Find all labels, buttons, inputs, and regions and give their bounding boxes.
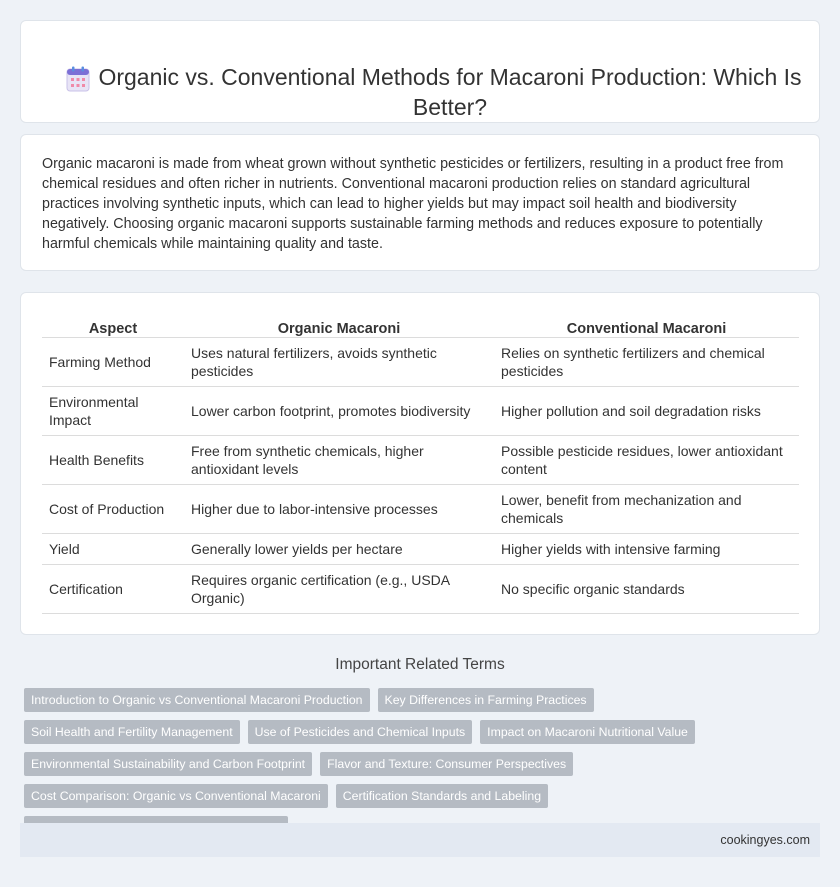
related-term-tag[interactable]: Flavor and Texture: Consumer Perspectives xyxy=(320,752,573,776)
table-row xyxy=(42,484,799,533)
related-term-tag[interactable]: Impact on Macaroni Nutritional Value xyxy=(480,720,695,744)
title-card xyxy=(20,20,820,123)
comparison-table xyxy=(42,315,799,614)
cell-organic: Lower carbon footprint, promotes biodiversity xyxy=(184,386,494,435)
related-term-tag[interactable]: Environmental Sustainability and Carbon Footprint xyxy=(24,752,312,776)
cell-conventional: Possible pesticide residues, lower antioxidant content xyxy=(494,435,799,484)
header-conventional: Conventional Macaroni xyxy=(494,315,799,337)
related-term-tag[interactable]: Soil Health and Fertility Management xyxy=(24,720,240,744)
cell-aspect: Health Benefits xyxy=(42,435,184,484)
related-term-tag[interactable]: Use of Pesticides and Chemical Inputs xyxy=(248,720,473,744)
calendar-icon xyxy=(66,66,90,92)
cell-conventional: No specific organic standards xyxy=(494,564,799,613)
cell-aspect: Farming Method xyxy=(42,337,184,386)
related-term-tag[interactable]: Cost Comparison: Organic vs Conventional Macaroni xyxy=(24,784,328,808)
cell-organic: Uses natural fertilizers, avoids synthetic pesticides xyxy=(184,337,494,386)
cell-aspect: Cost of Production xyxy=(42,484,184,533)
cell-organic: Free from synthetic chemicals, higher antioxidant levels xyxy=(184,435,494,484)
related-terms-heading: Important Related Terms xyxy=(335,656,505,673)
related-term-tag[interactable]: Certification Standards and Labeling xyxy=(336,784,548,808)
table-row xyxy=(42,533,799,564)
cell-aspect: Environmental Impact xyxy=(42,386,184,435)
cell-conventional: Relies on synthetic fertilizers and chemical pesticides xyxy=(494,337,799,386)
table-row xyxy=(42,337,799,386)
table-row xyxy=(42,386,799,435)
comparison-table-card xyxy=(20,292,820,635)
page-title: Organic vs. Conventional Methods for Macaroni Production: Which Is Better? xyxy=(98,64,802,120)
footer xyxy=(20,823,820,857)
cell-organic: Requires organic certification (e.g., USDA Organic) xyxy=(184,564,494,613)
cell-organic: Generally lower yields per hectare xyxy=(184,533,494,564)
related-term-tag[interactable]: Introduction to Organic vs Conventional Macaroni Production xyxy=(24,688,370,712)
related-terms-list xyxy=(24,688,804,840)
cell-conventional: Lower, benefit from mechanization and chemicals xyxy=(494,484,799,533)
intro-card xyxy=(20,134,820,271)
cell-aspect: Certification xyxy=(42,564,184,613)
related-term-tag[interactable]: Key Differences in Farming Practices xyxy=(378,688,594,712)
cell-conventional: Higher yields with intensive farming xyxy=(494,533,799,564)
intro-paragraph: Organic macaroni is made from wheat grown without synthetic pesticides or fertilizers, resulting in a product free from chemical residues and often richer in nutrients. Conventional macaroni production relies on standard agricultural practices involving synthetic inputs, which can lead to higher yields but may impact soil health and biodiversity negatively. Choosing organic macaroni supports sustainable farming methods and reduces exposure to potentially harmful chemicals while maintaining quality and taste. xyxy=(42,156,784,252)
header-organic: Organic Macaroni xyxy=(184,315,494,337)
table-row xyxy=(42,435,799,484)
cell-conventional: Higher pollution and soil degradation risks xyxy=(494,386,799,435)
footer-site-name[interactable]: cookingyes.com xyxy=(720,833,810,847)
table-header-row xyxy=(42,315,799,337)
table-row xyxy=(42,564,799,613)
cell-aspect: Yield xyxy=(42,533,184,564)
cell-organic: Higher due to labor-intensive processes xyxy=(184,484,494,533)
header-aspect: Aspect xyxy=(42,315,184,337)
